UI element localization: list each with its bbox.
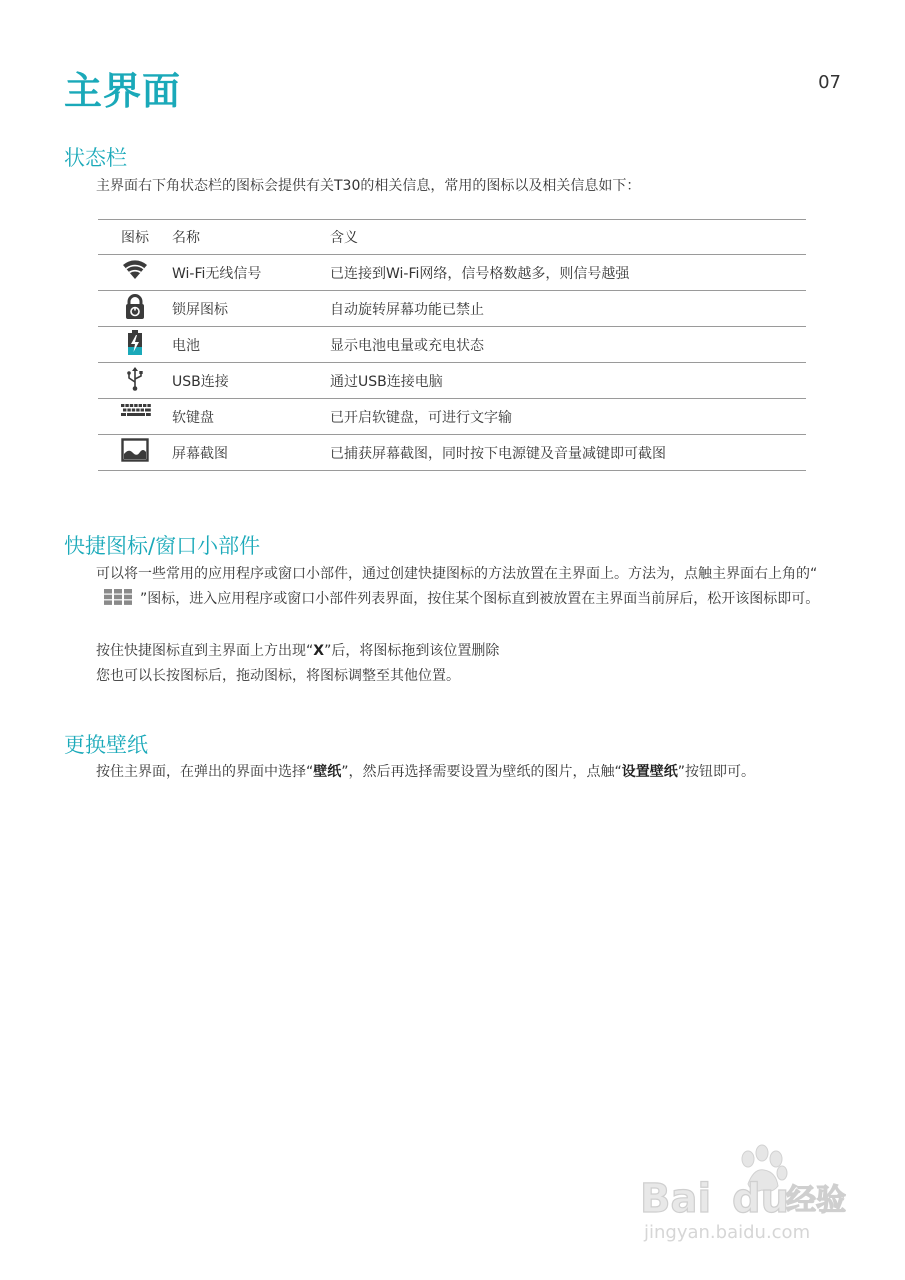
status-icons-table [98,219,806,471]
table-row [98,435,806,471]
row-meaning: 已捕获屏幕截图，同时按下电源键及音量减键即可截图 [330,435,806,471]
wallpaper-paragraph: 按住主界面，在弹出的界面中选择“壁纸”，然后再选择需要设置为壁纸的图片，点触“设置壁纸”按钮即可。 [96,764,756,780]
table-row [98,363,806,399]
shortcuts-text-part2: ”图标，进入应用程序或窗口小部件列表界面，按住某个图标直到被放置在主界面当前屏后，松开该图标即可。 [140,591,820,607]
status-bar-intro: 主界面右下角状态栏的图标会提供有关T30的相关信息，常用的图标以及相关信息如下： [96,178,641,194]
keyboard-icon [120,402,150,428]
row-name: USB连接 [172,363,330,399]
row-name: 屏幕截图 [172,435,330,471]
lock-icon [120,294,150,320]
row-name: 软键盘 [172,399,330,435]
shortcuts-text-part1: 可以将一些常用的应用程序或窗口小部件，通过创建快捷图标的方法放置在主界面上。方法为，点触主界面右上角的“ [96,566,818,582]
column-header-meaning: 含义 [330,220,806,255]
baidu-jingyan-watermark [640,1140,855,1254]
watermark-brand-b: du [732,1176,790,1222]
row-name: Wi-Fi无线信号 [172,255,330,291]
table-header-row [98,220,806,255]
column-header-icon: 图标 [98,220,172,255]
set-wallpaper-keyword: 设置壁纸 [621,764,678,780]
watermark-url: jingyan.baidu.com [644,1222,811,1243]
row-meaning: 已开启软键盘，可进行文字输 [330,399,806,435]
table-row [98,255,806,291]
wifi-icon [120,258,150,284]
row-meaning: 通过USB连接电脑 [330,363,806,399]
table-row [98,291,806,327]
page-title: 主界面 [64,69,182,113]
row-meaning: 显示电池电量或充电状态 [330,327,806,363]
delete-x-marker: X [313,643,325,659]
table-row [98,399,806,435]
row-name: 电池 [172,327,330,363]
table-row [98,327,806,363]
app-grid-icon [72,589,132,614]
shortcuts-paragraph [64,562,844,614]
row-name: 锁屏图标 [172,291,330,327]
wallpaper-heading: 更换壁纸 [64,733,148,757]
screenshot-icon [120,438,150,464]
wallpaper-keyword: 壁纸 [313,764,342,780]
row-meaning: 已连接到Wi-Fi网络，信号格数越多，则信号越强 [330,255,806,291]
page-number: 07 [818,72,841,93]
shortcuts-delete-line: 按住快捷图标直到主界面上方出现“X”后，将图标拖到该位置删除 [96,643,500,659]
row-meaning: 自动旋转屏幕功能已禁止 [330,291,806,327]
watermark-brand-a: Bai [640,1176,712,1222]
battery-icon [120,330,150,356]
shortcuts-move-line: 您也可以长按图标后，拖动图标，将图标调整至其他位置。 [96,668,460,684]
watermark-brand-cn: 经验 [786,1183,846,1218]
usb-icon [120,366,150,392]
column-header-name: 名称 [172,220,330,255]
shortcuts-heading: 快捷图标/窗口小部件 [64,534,261,558]
status-bar-heading: 状态栏 [64,146,127,170]
